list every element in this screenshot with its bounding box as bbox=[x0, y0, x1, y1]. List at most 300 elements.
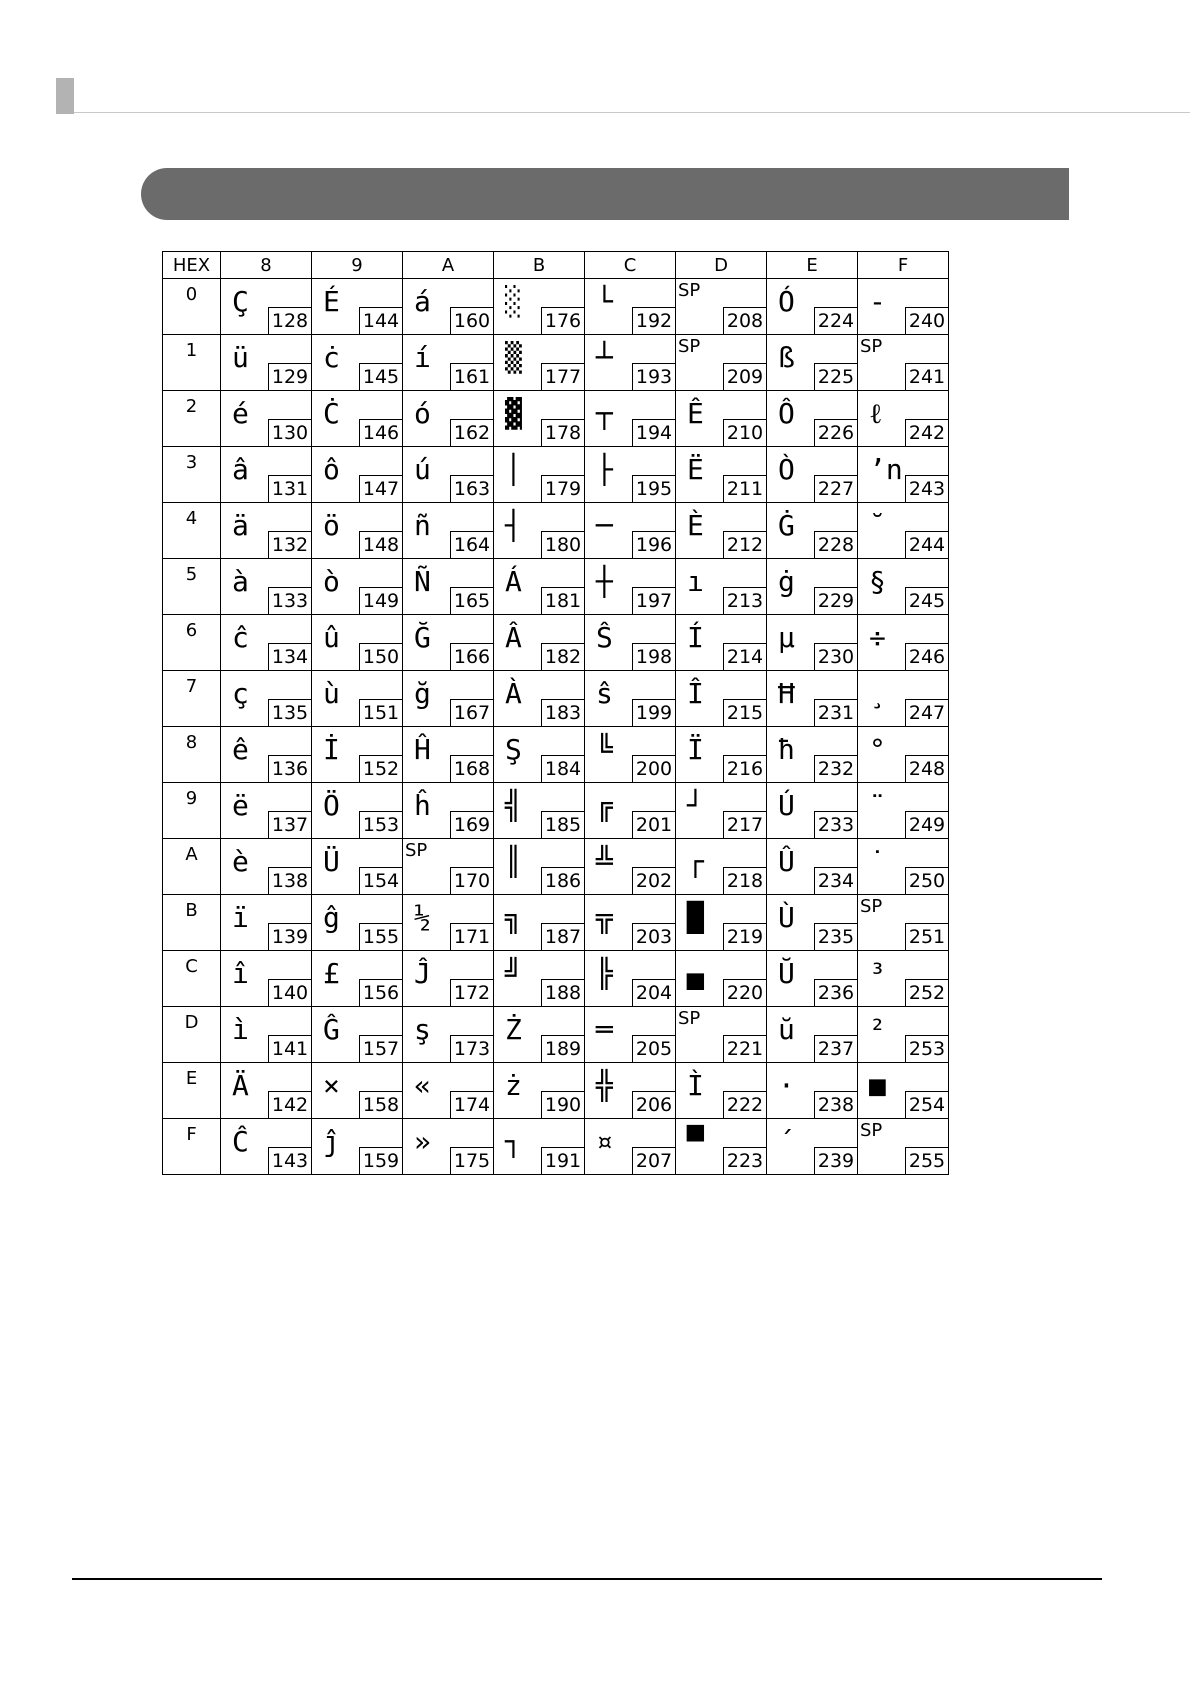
character-glyph: Ê bbox=[687, 397, 704, 430]
decimal-code: 251 bbox=[905, 923, 948, 950]
character-cell bbox=[494, 951, 585, 1007]
character-cell bbox=[494, 559, 585, 615]
row-header: 3 bbox=[163, 447, 221, 503]
character-cell bbox=[312, 503, 403, 559]
decimal-code: 222 bbox=[723, 1091, 766, 1118]
character-cell bbox=[221, 1119, 312, 1175]
character-glyph: └ bbox=[596, 285, 613, 318]
table-row bbox=[163, 447, 949, 503]
character-cell bbox=[403, 391, 494, 447]
decimal-code: 200 bbox=[632, 755, 675, 782]
decimal-code: 236 bbox=[814, 979, 857, 1006]
character-cell bbox=[767, 447, 858, 503]
decimal-code: 252 bbox=[905, 979, 948, 1006]
character-cell bbox=[676, 895, 767, 951]
decimal-code: 226 bbox=[814, 419, 857, 446]
decimal-code: 141 bbox=[268, 1035, 311, 1062]
character-glyph: ┬ bbox=[596, 397, 613, 430]
character-glyph: ³ bbox=[869, 957, 886, 990]
character-glyph: ˘ bbox=[869, 509, 886, 542]
decimal-code: 187 bbox=[541, 923, 584, 950]
decimal-code: 129 bbox=[268, 363, 311, 390]
character-cell bbox=[585, 727, 676, 783]
character-cell bbox=[494, 839, 585, 895]
character-cell bbox=[221, 391, 312, 447]
decimal-code: 247 bbox=[905, 699, 948, 726]
character-glyph: ì bbox=[232, 1013, 249, 1046]
character-glyph: ¸ bbox=[869, 677, 886, 710]
decimal-code: 171 bbox=[450, 923, 493, 950]
character-cell bbox=[312, 727, 403, 783]
character-glyph: ü bbox=[232, 341, 249, 374]
character-cell bbox=[403, 895, 494, 951]
character-cell bbox=[858, 615, 949, 671]
character-cell bbox=[221, 447, 312, 503]
character-cell bbox=[494, 895, 585, 951]
character-glyph: î bbox=[232, 957, 249, 990]
character-glyph: ç bbox=[232, 677, 249, 710]
decimal-code: 228 bbox=[814, 531, 857, 558]
decimal-code: 224 bbox=[814, 307, 857, 334]
character-glyph: ┐ bbox=[505, 1125, 522, 1158]
character-cell bbox=[676, 783, 767, 839]
character-glyph: ╠ bbox=[596, 957, 613, 990]
character-cell bbox=[221, 1063, 312, 1119]
decimal-code: 201 bbox=[632, 811, 675, 838]
character-glyph: ▀ bbox=[687, 1125, 704, 1158]
character-glyph: ñ bbox=[414, 509, 431, 542]
character-cell bbox=[585, 1119, 676, 1175]
table-row bbox=[163, 1119, 949, 1175]
decimal-code: 138 bbox=[268, 867, 311, 894]
character-glyph: Í bbox=[687, 621, 704, 654]
decimal-code: 245 bbox=[905, 587, 948, 614]
decimal-code: 243 bbox=[905, 475, 948, 502]
character-cell bbox=[858, 279, 949, 335]
column-header: A bbox=[403, 252, 494, 279]
decimal-code: 165 bbox=[450, 587, 493, 614]
row-header: F bbox=[163, 1119, 221, 1175]
column-header: E bbox=[767, 252, 858, 279]
character-glyph: À bbox=[505, 677, 522, 710]
row-header: E bbox=[163, 1063, 221, 1119]
character-cell bbox=[221, 783, 312, 839]
decimal-code: 164 bbox=[450, 531, 493, 558]
decimal-code: 162 bbox=[450, 419, 493, 446]
character-glyph: ╩ bbox=[596, 845, 613, 878]
character-cell bbox=[221, 335, 312, 391]
decimal-code: 184 bbox=[541, 755, 584, 782]
decimal-code: 186 bbox=[541, 867, 584, 894]
decimal-code: 178 bbox=[541, 419, 584, 446]
decimal-code: 246 bbox=[905, 643, 948, 670]
row-header: B bbox=[163, 895, 221, 951]
character-cell bbox=[858, 391, 949, 447]
decimal-code: 130 bbox=[268, 419, 311, 446]
character-cell bbox=[221, 1007, 312, 1063]
character-glyph: Ŝ bbox=[596, 621, 613, 654]
character-glyph: § bbox=[869, 565, 886, 598]
column-header: B bbox=[494, 252, 585, 279]
character-cell bbox=[221, 279, 312, 335]
character-cell bbox=[585, 783, 676, 839]
decimal-code: 204 bbox=[632, 979, 675, 1006]
character-glyph: Á bbox=[505, 565, 522, 598]
character-glyph: SP bbox=[678, 1008, 701, 1029]
character-cell bbox=[403, 447, 494, 503]
table-row bbox=[163, 615, 949, 671]
character-glyph: ˙ bbox=[869, 845, 886, 878]
character-cell bbox=[403, 1063, 494, 1119]
character-cell bbox=[221, 839, 312, 895]
decimal-code: 205 bbox=[632, 1035, 675, 1062]
character-glyph: È bbox=[687, 509, 704, 542]
decimal-code: 188 bbox=[541, 979, 584, 1006]
character-cell bbox=[676, 615, 767, 671]
character-glyph: Ğ bbox=[414, 621, 431, 654]
decimal-code: 238 bbox=[814, 1091, 857, 1118]
character-glyph: É bbox=[323, 285, 340, 318]
character-cell bbox=[312, 1119, 403, 1175]
character-glyph: ğ bbox=[414, 677, 431, 710]
character-glyph: Ô bbox=[778, 397, 795, 430]
character-glyph: ╚ bbox=[596, 733, 613, 766]
decimal-code: 169 bbox=[450, 811, 493, 838]
section-heading-bar bbox=[141, 168, 1069, 220]
character-cell bbox=[585, 671, 676, 727]
character-cell bbox=[767, 727, 858, 783]
character-glyph: ĝ bbox=[323, 901, 340, 934]
decimal-code: 133 bbox=[268, 587, 311, 614]
decimal-code: 143 bbox=[268, 1147, 311, 1174]
character-cell bbox=[403, 951, 494, 1007]
character-glyph: Ü bbox=[323, 845, 340, 878]
character-glyph: ê bbox=[232, 733, 249, 766]
decimal-code: 202 bbox=[632, 867, 675, 894]
decimal-code: 249 bbox=[905, 811, 948, 838]
character-cell bbox=[585, 391, 676, 447]
decimal-code: 229 bbox=[814, 587, 857, 614]
character-glyph: ó bbox=[414, 397, 431, 430]
table-row bbox=[163, 951, 949, 1007]
character-cell bbox=[312, 279, 403, 335]
decimal-code: 194 bbox=[632, 419, 675, 446]
character-glyph: ŭ bbox=[778, 1013, 795, 1046]
decimal-code: 223 bbox=[723, 1147, 766, 1174]
character-glyph: ½ bbox=[414, 901, 431, 934]
character-cell bbox=[858, 503, 949, 559]
character-glyph: » bbox=[414, 1125, 431, 1158]
character-glyph: è bbox=[232, 845, 249, 878]
decimal-code: 170 bbox=[450, 867, 493, 894]
character-cell bbox=[858, 1063, 949, 1119]
character-glyph: ▓ bbox=[505, 397, 522, 430]
character-cell bbox=[676, 671, 767, 727]
character-glyph: - bbox=[869, 285, 886, 318]
character-glyph: ´ bbox=[778, 1125, 795, 1158]
character-glyph: ß bbox=[778, 341, 795, 374]
character-cell bbox=[585, 447, 676, 503]
character-cell bbox=[858, 447, 949, 503]
row-header: 6 bbox=[163, 615, 221, 671]
character-glyph: SP bbox=[860, 1120, 883, 1141]
character-cell bbox=[494, 671, 585, 727]
character-cell bbox=[312, 951, 403, 1007]
character-glyph: « bbox=[414, 1069, 431, 1102]
character-glyph: ġ bbox=[778, 565, 795, 598]
character-cell bbox=[767, 1119, 858, 1175]
decimal-code: 206 bbox=[632, 1091, 675, 1118]
character-cell bbox=[858, 895, 949, 951]
character-cell bbox=[494, 1007, 585, 1063]
character-glyph: × bbox=[323, 1069, 340, 1102]
character-cell bbox=[221, 615, 312, 671]
character-glyph: ö bbox=[323, 509, 340, 542]
decimal-code: 231 bbox=[814, 699, 857, 726]
corner-label: HEX bbox=[163, 252, 221, 279]
character-glyph: ä bbox=[232, 509, 249, 542]
character-glyph: ╦ bbox=[596, 901, 613, 934]
decimal-code: 185 bbox=[541, 811, 584, 838]
decimal-code: 254 bbox=[905, 1091, 948, 1118]
table-row bbox=[163, 559, 949, 615]
character-cell bbox=[403, 503, 494, 559]
character-cell bbox=[676, 1007, 767, 1063]
character-glyph: ı bbox=[687, 565, 704, 598]
character-glyph: ░ bbox=[505, 285, 522, 318]
table-row bbox=[163, 1063, 949, 1119]
character-cell bbox=[221, 727, 312, 783]
character-glyph: ╣ bbox=[505, 789, 522, 822]
column-header: C bbox=[585, 252, 676, 279]
table-row bbox=[163, 671, 949, 727]
character-glyph: İ bbox=[323, 733, 340, 766]
character-cell bbox=[858, 559, 949, 615]
decimal-code: 189 bbox=[541, 1035, 584, 1062]
column-header: D bbox=[676, 252, 767, 279]
character-cell bbox=[312, 559, 403, 615]
character-glyph: ï bbox=[232, 901, 249, 934]
page-header-marker bbox=[56, 78, 74, 114]
character-glyph: ² bbox=[869, 1013, 886, 1046]
character-cell bbox=[403, 1007, 494, 1063]
decimal-code: 193 bbox=[632, 363, 675, 390]
character-cell bbox=[585, 279, 676, 335]
decimal-code: 156 bbox=[359, 979, 402, 1006]
character-glyph: Ò bbox=[778, 453, 795, 486]
character-cell bbox=[494, 391, 585, 447]
table-row bbox=[163, 1007, 949, 1063]
character-glyph: ─ bbox=[596, 509, 613, 542]
decimal-code: 158 bbox=[359, 1091, 402, 1118]
decimal-code: 179 bbox=[541, 475, 584, 502]
decimal-code: 134 bbox=[268, 643, 311, 670]
character-glyph: ┼ bbox=[596, 565, 613, 598]
character-cell bbox=[312, 1007, 403, 1063]
character-cell bbox=[767, 839, 858, 895]
decimal-code: 160 bbox=[450, 307, 493, 334]
table-row bbox=[163, 279, 949, 335]
character-cell bbox=[676, 335, 767, 391]
character-cell bbox=[221, 951, 312, 1007]
decimal-code: 216 bbox=[723, 755, 766, 782]
decimal-code: 213 bbox=[723, 587, 766, 614]
character-glyph: ŝ bbox=[596, 677, 613, 710]
decimal-code: 168 bbox=[450, 755, 493, 782]
character-glyph: Ñ bbox=[414, 565, 431, 598]
character-glyph: Î bbox=[687, 677, 704, 710]
table-row bbox=[163, 783, 949, 839]
character-glyph: ĥ bbox=[414, 789, 431, 822]
character-glyph: Ç bbox=[232, 285, 249, 318]
character-cell bbox=[767, 503, 858, 559]
character-cell bbox=[221, 559, 312, 615]
row-header: 0 bbox=[163, 279, 221, 335]
decimal-code: 220 bbox=[723, 979, 766, 1006]
character-glyph: Â bbox=[505, 621, 522, 654]
decimal-code: 173 bbox=[450, 1035, 493, 1062]
character-cell bbox=[312, 391, 403, 447]
decimal-code: 180 bbox=[541, 531, 584, 558]
character-cell bbox=[767, 391, 858, 447]
decimal-code: 142 bbox=[268, 1091, 311, 1118]
character-glyph: SP bbox=[860, 896, 883, 917]
row-header: 2 bbox=[163, 391, 221, 447]
decimal-code: 145 bbox=[359, 363, 402, 390]
character-glyph: ℓ bbox=[869, 397, 883, 430]
character-glyph: ô bbox=[323, 453, 340, 486]
character-glyph: Ż bbox=[505, 1013, 522, 1046]
character-cell bbox=[585, 559, 676, 615]
decimal-code: 183 bbox=[541, 699, 584, 726]
decimal-code: 253 bbox=[905, 1035, 948, 1062]
row-header: C bbox=[163, 951, 221, 1007]
character-glyph: ■ bbox=[869, 1069, 886, 1102]
character-cell bbox=[403, 783, 494, 839]
character-cell bbox=[585, 1063, 676, 1119]
column-header: 8 bbox=[221, 252, 312, 279]
decimal-code: 177 bbox=[541, 363, 584, 390]
decimal-code: 176 bbox=[541, 307, 584, 334]
decimal-code: 136 bbox=[268, 755, 311, 782]
decimal-code: 208 bbox=[723, 307, 766, 334]
character-glyph: Ä bbox=[232, 1069, 249, 1102]
character-glyph: Ì bbox=[687, 1069, 704, 1102]
decimal-code: 211 bbox=[723, 475, 766, 502]
decimal-code: 215 bbox=[723, 699, 766, 726]
table-row bbox=[163, 391, 949, 447]
decimal-code: 190 bbox=[541, 1091, 584, 1118]
decimal-code: 232 bbox=[814, 755, 857, 782]
column-header: 9 bbox=[312, 252, 403, 279]
row-header: D bbox=[163, 1007, 221, 1063]
decimal-code: 149 bbox=[359, 587, 402, 614]
character-glyph: Ù bbox=[778, 901, 795, 934]
row-header: 5 bbox=[163, 559, 221, 615]
decimal-code: 174 bbox=[450, 1091, 493, 1118]
character-cell bbox=[494, 727, 585, 783]
decimal-code: 237 bbox=[814, 1035, 857, 1062]
decimal-code: 131 bbox=[268, 475, 311, 502]
decimal-code: 150 bbox=[359, 643, 402, 670]
character-glyph: · bbox=[778, 1069, 795, 1102]
character-glyph: ë bbox=[232, 789, 249, 822]
decimal-code: 137 bbox=[268, 811, 311, 838]
character-glyph: ┤ bbox=[505, 509, 522, 542]
decimal-code: 219 bbox=[723, 923, 766, 950]
decimal-code: 240 bbox=[905, 307, 948, 334]
character-cell bbox=[676, 951, 767, 1007]
character-cell bbox=[403, 335, 494, 391]
character-cell bbox=[585, 503, 676, 559]
character-cell bbox=[403, 1119, 494, 1175]
character-glyph: Ĉ bbox=[232, 1125, 249, 1158]
character-glyph: ╬ bbox=[596, 1069, 613, 1102]
decimal-code: 151 bbox=[359, 699, 402, 726]
decimal-code: 248 bbox=[905, 755, 948, 782]
character-glyph: ║ bbox=[505, 845, 522, 878]
character-glyph: Û bbox=[778, 845, 795, 878]
column-header: F bbox=[858, 252, 949, 279]
decimal-code: 207 bbox=[632, 1147, 675, 1174]
character-glyph: ú bbox=[414, 453, 431, 486]
character-cell bbox=[494, 447, 585, 503]
character-glyph: SP bbox=[678, 336, 701, 357]
character-glyph: ▒ bbox=[505, 341, 522, 374]
decimal-code: 217 bbox=[723, 811, 766, 838]
decimal-code: 233 bbox=[814, 811, 857, 838]
character-cell bbox=[585, 895, 676, 951]
character-cell bbox=[585, 1007, 676, 1063]
character-glyph: Ĥ bbox=[414, 733, 431, 766]
character-cell bbox=[403, 559, 494, 615]
character-glyph: Ŭ bbox=[778, 957, 795, 990]
character-glyph: │ bbox=[505, 453, 522, 486]
character-glyph: Ú bbox=[778, 789, 795, 822]
character-glyph: Ë bbox=[687, 453, 704, 486]
character-cell bbox=[312, 783, 403, 839]
character-glyph: ¤ bbox=[596, 1125, 613, 1158]
character-cell bbox=[221, 671, 312, 727]
character-cell bbox=[676, 1119, 767, 1175]
decimal-code: 209 bbox=[723, 363, 766, 390]
decimal-code: 182 bbox=[541, 643, 584, 670]
character-glyph: Ĵ bbox=[414, 957, 431, 990]
character-glyph: ├ bbox=[596, 453, 613, 486]
character-cell bbox=[494, 503, 585, 559]
character-glyph: ò bbox=[323, 565, 340, 598]
character-code-table bbox=[162, 251, 949, 1175]
character-glyph: à bbox=[232, 565, 249, 598]
character-cell bbox=[767, 1063, 858, 1119]
character-glyph: ╗ bbox=[505, 901, 522, 934]
decimal-code: 152 bbox=[359, 755, 402, 782]
table-row bbox=[163, 839, 949, 895]
page-footer-rule bbox=[72, 1578, 1102, 1580]
character-glyph: ż bbox=[505, 1069, 522, 1102]
character-cell bbox=[494, 1119, 585, 1175]
decimal-code: 161 bbox=[450, 363, 493, 390]
character-cell bbox=[403, 615, 494, 671]
character-cell bbox=[858, 1007, 949, 1063]
row-header: 9 bbox=[163, 783, 221, 839]
character-cell bbox=[494, 279, 585, 335]
character-cell bbox=[767, 559, 858, 615]
character-cell bbox=[767, 671, 858, 727]
character-cell bbox=[585, 951, 676, 1007]
character-glyph: █ bbox=[687, 901, 704, 934]
decimal-code: 181 bbox=[541, 587, 584, 614]
